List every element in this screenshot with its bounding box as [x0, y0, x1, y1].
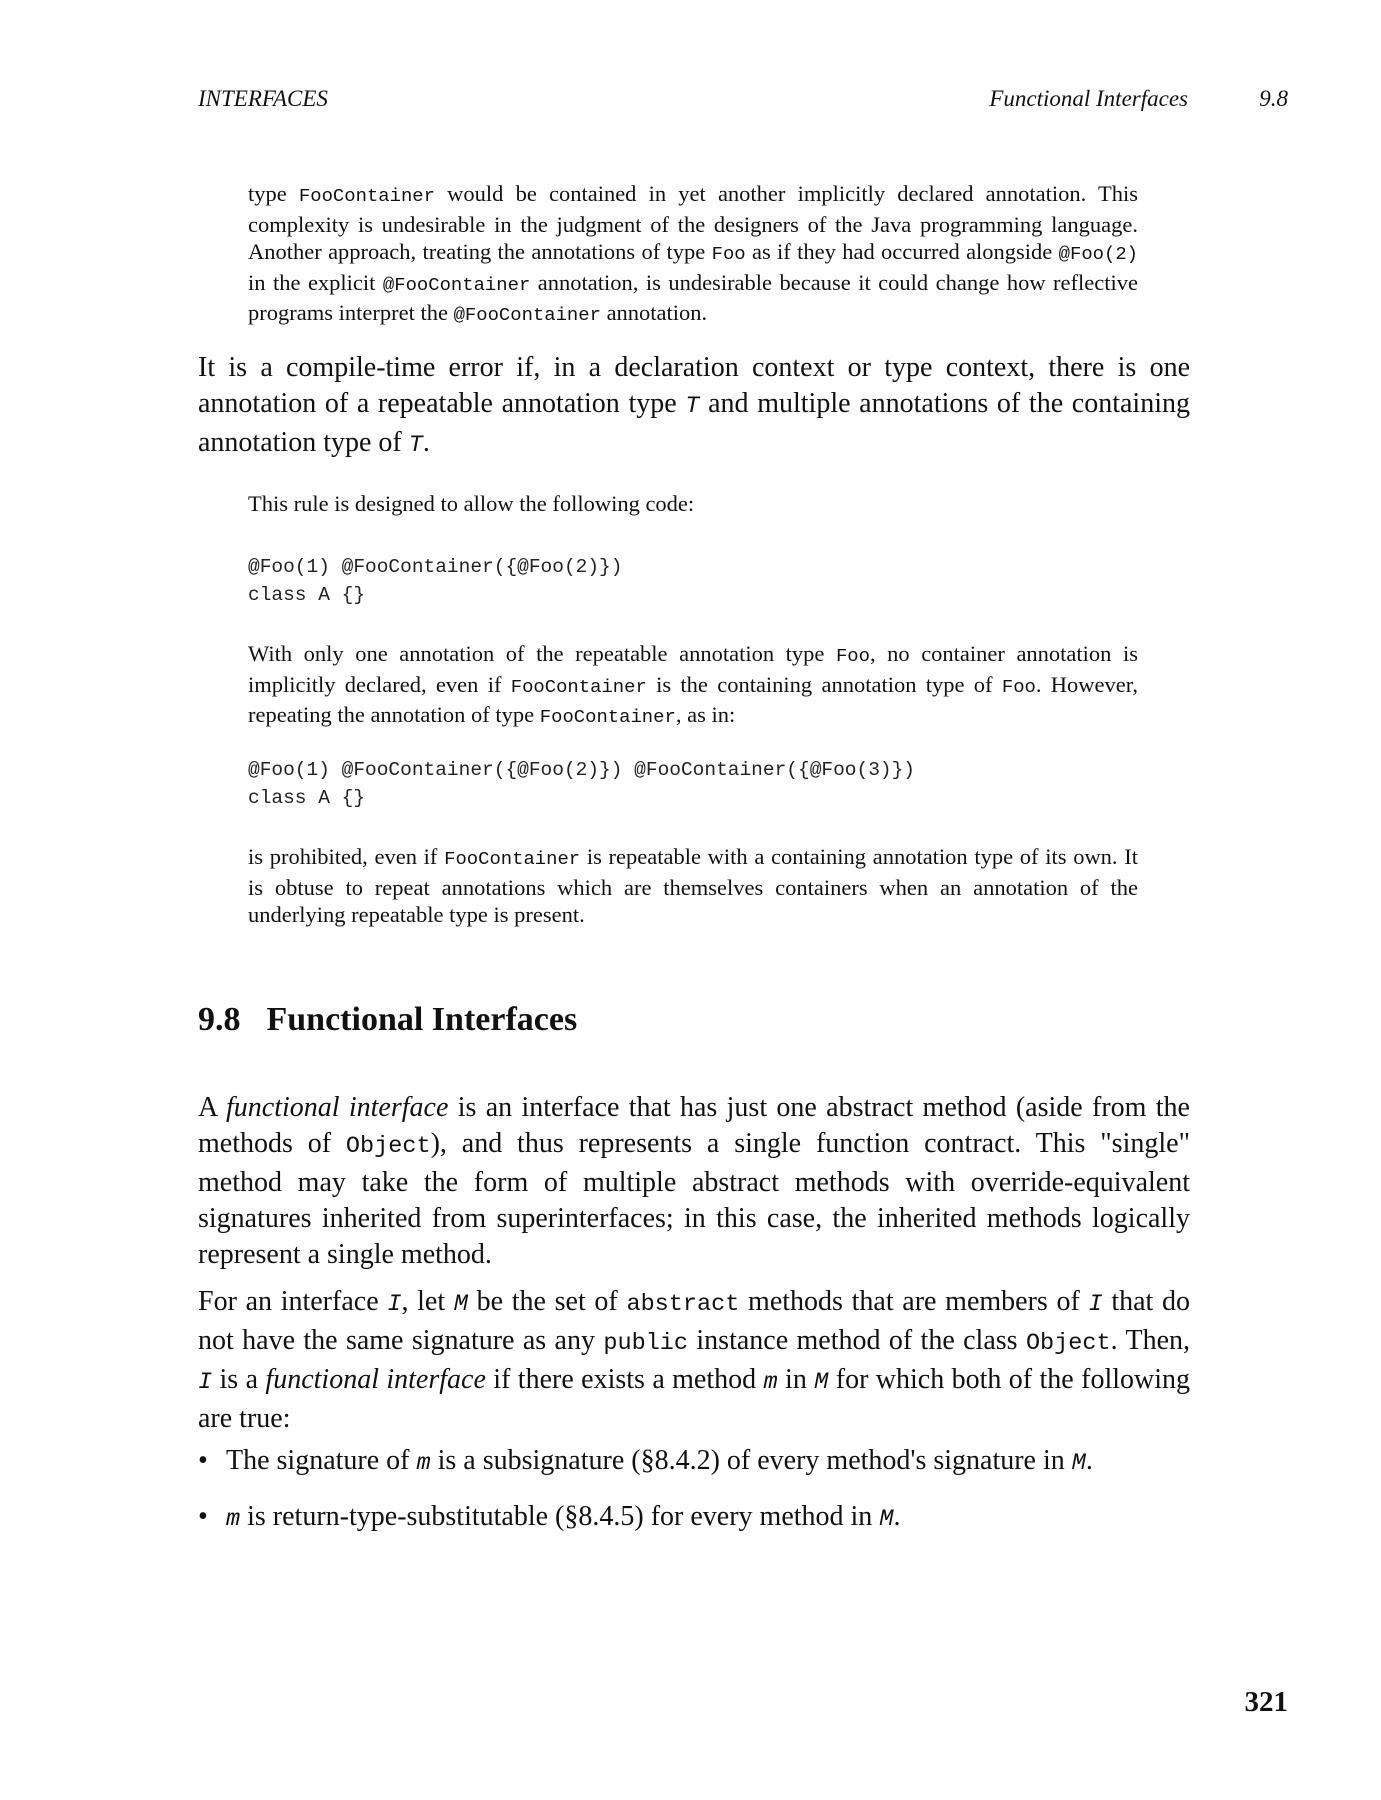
note-paragraph: With only one annotation of the repeatable annotation type Foo, no container annotation is implicitly declared, even if FooContainer is the containing annotation type of Foo. However, repeating the annotation of type FooContainer, as in:	[248, 641, 1138, 728]
bullet-icon: •	[198, 1501, 208, 1532]
body-paragraph: It is a compile-time error if, in a declaration context or type context, there is one annotation of a repeatable annotation type T and multiple annotations of the containing annotation type of T.	[198, 352, 1190, 459]
type-variable: M	[453, 1291, 468, 1318]
note-paragraph: This rule is designed to allow the following code:	[248, 491, 695, 516]
section-number: 9.8	[198, 1001, 241, 1038]
code-term: Foo	[835, 645, 870, 667]
code-term: Foo	[711, 243, 746, 265]
section-heading	[198, 998, 577, 1042]
page-number: 321	[1244, 1686, 1288, 1718]
note-paragraph: is prohibited, even if FooContainer is repeatable with a containing annotation type of its own. It is obtuse to repeat annotations which are themselves containers when an annotation of the underlying repeatable type is present.	[248, 844, 1138, 927]
emphasized-term: functional interface	[265, 1364, 486, 1395]
header-chapter: INTERFACES	[198, 86, 328, 111]
type-variable: T	[408, 432, 423, 459]
bullet-icon: •	[198, 1445, 208, 1476]
type-variable: I	[387, 1291, 402, 1318]
code-term: FooContainer	[510, 675, 647, 698]
rule-paragraph	[198, 350, 1190, 464]
type-variable: I	[1088, 1291, 1103, 1318]
type-variable: M	[1071, 1450, 1086, 1477]
header-section-title: Functional Interfaces	[989, 86, 1188, 111]
code-term: Object	[1025, 1330, 1111, 1357]
emphasized-term: functional interface	[226, 1092, 449, 1123]
definition-paragraph	[198, 1090, 1190, 1273]
type-variable: M	[814, 1369, 829, 1396]
code-line: @Foo(1) @FooContainer({@Foo(2)}) @FooContainer({@Foo(3)})	[248, 759, 916, 781]
list-item: • The signature of m is a subsignature (§8.4.2) of every method's signature in M.	[198, 1445, 1093, 1477]
code-term: Object	[345, 1133, 431, 1160]
note-containment-complexity	[248, 180, 1138, 330]
formal-definition-paragraph	[198, 1284, 1190, 1437]
code-example-2	[248, 757, 915, 812]
code-example-1	[248, 554, 622, 609]
type-variable: m	[416, 1450, 431, 1477]
code-term: FooContainer	[298, 185, 435, 207]
note-paragraph: type FooContainer would be contained in yet another implicitly declared annotation. This complexity is undesirable in the judgment of the designers of the Java programming language. Another approach, treating the annotations of type Foo as if they had occurred alongside @Foo(2) in the explicit @FooContainer annotation, is undesirable because it could change how reflective programs interpret the @FooContainer annotation.	[248, 181, 1138, 326]
note-prohibited	[248, 843, 1138, 929]
type-variable: m	[226, 1506, 241, 1533]
type-variable: m	[763, 1369, 778, 1396]
running-header	[198, 86, 1288, 116]
code-term: @Foo(2)	[1058, 243, 1138, 265]
list-item: • m is return-type-substitutable (§8.4.5) for every method in M.	[198, 1501, 901, 1533]
code-term: @FooContainer	[382, 273, 531, 296]
code-term: @FooContainer	[453, 304, 601, 326]
condition-list	[198, 1443, 1190, 1555]
code-term: Foo	[1001, 675, 1036, 698]
header-section-number: 9.8	[1259, 86, 1288, 111]
type-variable: M	[879, 1506, 894, 1533]
note-single-annotation	[248, 640, 1138, 732]
code-line: @Foo(1) @FooContainer({@Foo(2)})	[248, 556, 623, 578]
type-variable: T	[685, 393, 700, 420]
body-paragraph: A functional interface is an interface that has just one abstract method (aside from the methods of Object), and thus represents a single function contract. This "single" method may take the form of multiple abstract methods with override-equivalent signatures inherited from superinterfaces; in this case, the inherited methods logically represent a single method.	[198, 1092, 1190, 1270]
type-variable: I	[198, 1369, 213, 1396]
code-line: class A {}	[248, 583, 366, 606]
code-term: FooContainer	[539, 706, 676, 728]
code-line: class A {}	[248, 786, 366, 809]
code-term: abstract	[626, 1291, 740, 1318]
code-term: public	[603, 1330, 689, 1357]
note-rule-intent	[248, 490, 1138, 518]
code-term: FooContainer	[444, 848, 581, 870]
section-title: Functional Interfaces	[266, 1001, 578, 1038]
body-paragraph: For an interface I, let M be the set of abstract methods that are members of I that do not have the same signature as any public instance method of the class Object. Then, I is a functional interface if there exists a method m in M for which both of the following are true:	[198, 1286, 1191, 1434]
